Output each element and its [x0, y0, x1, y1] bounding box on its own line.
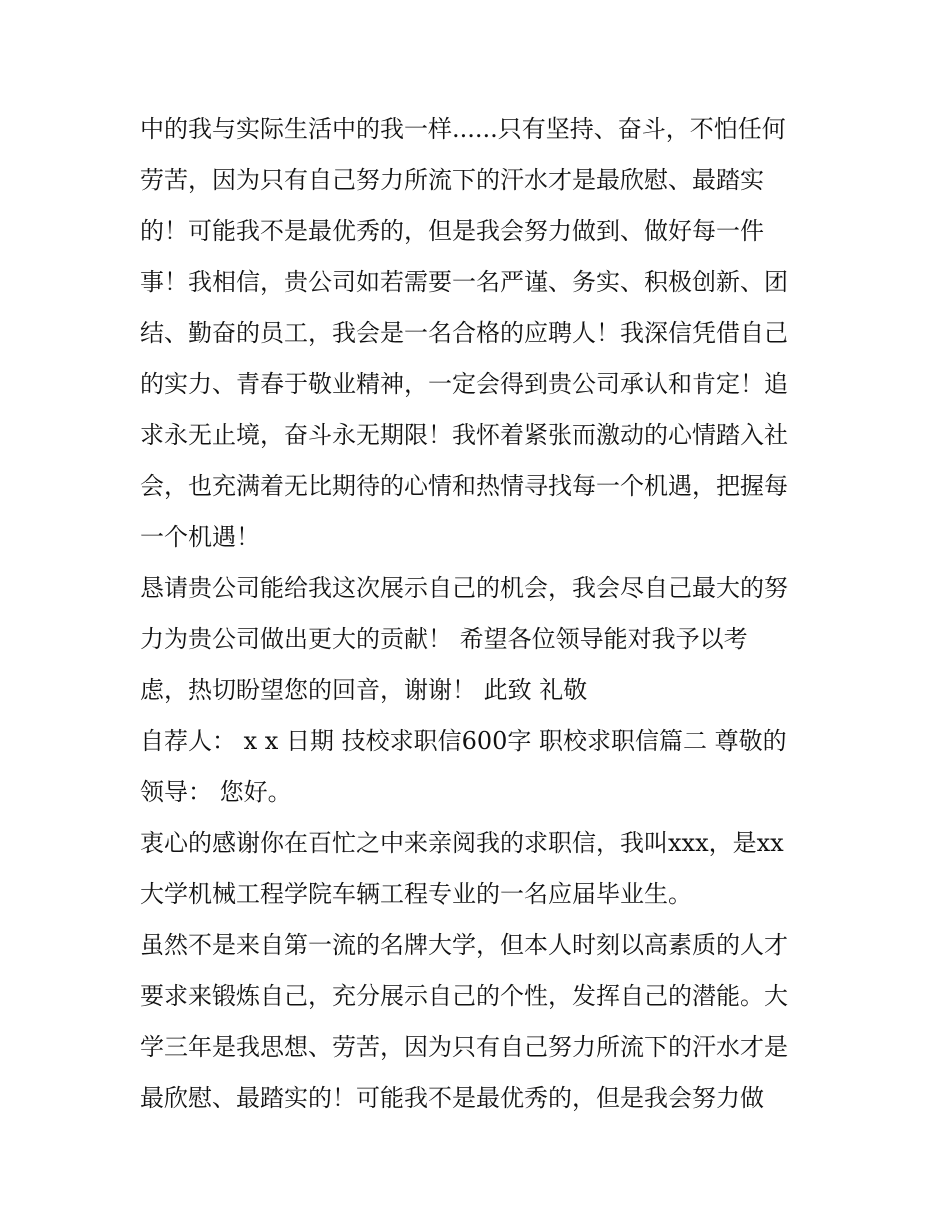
text-line-9: 一个机遇！ — [140, 523, 260, 551]
text-line-3: 的！可能我不是最优秀的，但是我会努力做到、做好每一件 — [140, 217, 764, 245]
text-line-11: 力为贵公司做出更大的贡献！ 希望各位领导能对我予以考 — [140, 625, 748, 653]
text-line-19: 学三年是我思想、劳苦，因为只有自己努力所流下的汗水才是 — [140, 1033, 788, 1061]
text-line-5: 结、勤奋的员工，我会是一名合格的应聘人！我深信凭借自己 — [140, 319, 788, 347]
text-line-14: 领导： 您好。 — [140, 778, 292, 806]
text-line-7: 求永无止境，奋斗永无期限！我怀着紧张而激动的心情踏入社 — [140, 421, 788, 449]
text-line-10: 恳请贵公司能给我这次展示自己的机会，我会尽自己最大的努 — [140, 574, 788, 602]
text-line-16: 大学机械工程学院车辆工程专业的一名应届毕业生。 — [140, 880, 692, 908]
text-line-2: 劳苦，因为只有自己努力所流下的汗水才是最欣慰、最踏实 — [140, 166, 764, 194]
text-line-6: 的实力、青春于敬业精神，一定会得到贵公司承认和肯定！追 — [140, 370, 788, 398]
text-line-4: 事！我相信，贵公司如若需要一名严谨、务实、积极创新、团 — [140, 268, 788, 296]
text-line-15: 衷心的感谢你在百忙之中来亲阅我的求职信，我叫xxx，是xx — [140, 829, 784, 857]
text-line-20: 最欣慰、最踏实的！可能我不是最优秀的，但是我会努力做 — [140, 1084, 764, 1112]
text-line-1: 中的我与实际生活中的我一样......只有坚持、奋斗，不怕任何 — [140, 115, 786, 143]
text-line-13: 自荐人： x x 日期 技校求职信600字 职校求职信篇二 尊敬的 — [140, 727, 787, 755]
document-body — [140, 104, 820, 1124]
text-line-12: 虑，热切盼望您的回音，谢谢！ 此致 礼敬 — [140, 676, 588, 704]
text-line-17: 虽然不是来自第一流的名牌大学，但本人时刻以高素质的人才 — [140, 931, 788, 959]
text-line-18: 要求来锻炼自己，充分展示自己的个性，发挥自己的潜能。大 — [140, 982, 788, 1010]
text-line-8: 会，也充满着无比期待的心情和热情寻找每一个机遇，把握每 — [140, 472, 788, 500]
